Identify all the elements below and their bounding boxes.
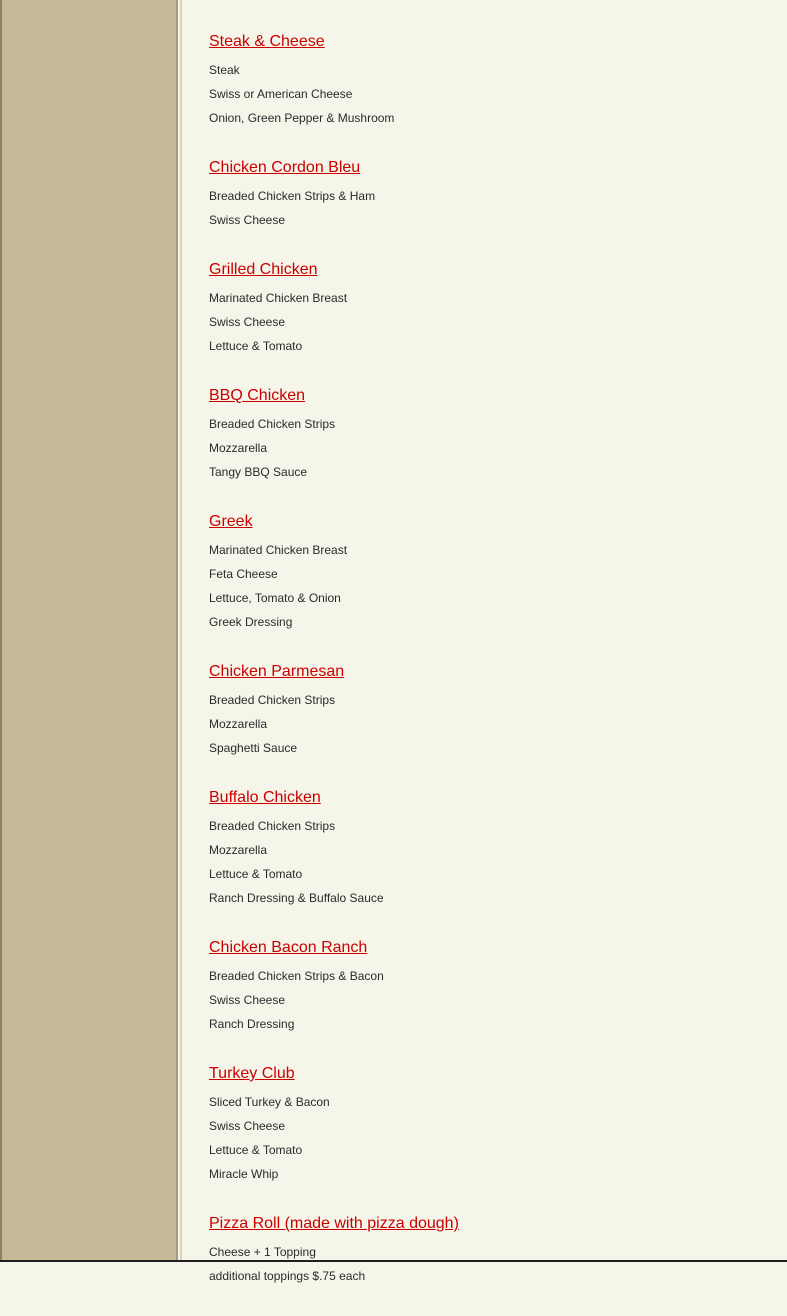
ingredient-list	[209, 184, 769, 232]
ingredient-line: Breaded Chicken Strips	[209, 819, 336, 833]
ingredient-line: additional toppings $.75 each	[209, 1269, 366, 1283]
ingredient-list	[209, 1090, 769, 1186]
ingredient-line: Swiss Cheese	[209, 1119, 286, 1133]
ingredient-line: Spaghetti Sauce	[209, 741, 298, 755]
menu-item	[209, 158, 769, 232]
menu-item	[209, 1214, 769, 1288]
menu-item-title-link[interactable]: Chicken Bacon Ranch	[209, 939, 368, 956]
bottom-border	[0, 1260, 787, 1262]
left-sidebar	[0, 0, 178, 1260]
menu-item	[209, 512, 769, 634]
menu-item-title-link[interactable]: BBQ Chicken	[209, 387, 306, 404]
ingredient-line: Sliced Turkey & Bacon	[209, 1095, 330, 1109]
sandwich-menu-list	[209, 32, 769, 1316]
ingredient-list	[209, 1240, 769, 1288]
ingredient-list	[209, 688, 769, 760]
ingredient-line: Lettuce & Tomato	[209, 339, 303, 353]
ingredient-line: Lettuce, Tomato & Onion	[209, 591, 341, 605]
ingredient-line: Breaded Chicken Strips & Ham	[209, 189, 376, 203]
ingredient-list	[209, 58, 769, 130]
menu-item	[209, 788, 769, 910]
ingredient-line: Swiss Cheese	[209, 993, 286, 1007]
ingredient-line: Mozzarella	[209, 717, 268, 731]
ingredient-line: Steak	[209, 63, 240, 77]
ingredient-line: Swiss Cheese	[209, 213, 286, 227]
ingredient-line: Lettuce & Tomato	[209, 867, 303, 881]
ingredient-line: Feta Cheese	[209, 567, 278, 581]
ingredient-line: Mozzarella	[209, 843, 268, 857]
ingredient-list	[209, 814, 769, 910]
ingredient-line: Swiss Cheese	[209, 315, 286, 329]
menu-item-title-link[interactable]: Steak & Cheese	[209, 33, 325, 50]
ingredient-line: Tangy BBQ Sauce	[209, 465, 308, 479]
ingredient-line: Marinated Chicken Breast	[209, 291, 348, 305]
ingredient-line: Miracle Whip	[209, 1167, 279, 1181]
menu-item-title-link[interactable]: Grilled Chicken	[209, 261, 318, 278]
ingredient-line: Breaded Chicken Strips	[209, 693, 336, 707]
ingredient-list	[209, 964, 769, 1036]
menu-item	[209, 662, 769, 760]
menu-item-title-link[interactable]: Chicken Parmesan	[209, 663, 345, 680]
sidebar-divider	[180, 0, 182, 1260]
menu-item-title-link[interactable]: Greek	[209, 513, 253, 530]
menu-item-title-link[interactable]: Pizza Roll (made with pizza dough)	[209, 1215, 459, 1232]
menu-item-title-link[interactable]: Turkey Club	[209, 1065, 295, 1082]
ingredient-line: Breaded Chicken Strips & Bacon	[209, 969, 384, 983]
ingredient-line: Lettuce & Tomato	[209, 1143, 303, 1157]
menu-item	[209, 260, 769, 358]
ingredient-list	[209, 538, 769, 634]
ingredient-line: Onion, Green Pepper & Mushroom	[209, 111, 395, 125]
ingredient-list	[209, 412, 769, 484]
ingredient-line: Ranch Dressing & Buffalo Sauce	[209, 891, 384, 905]
ingredient-line: Ranch Dressing	[209, 1017, 295, 1031]
ingredient-line: Mozzarella	[209, 441, 268, 455]
menu-item-title-link[interactable]: Chicken Cordon Bleu	[209, 159, 361, 176]
ingredient-line: Marinated Chicken Breast	[209, 543, 348, 557]
ingredient-line: Greek Dressing	[209, 615, 293, 629]
menu-item	[209, 32, 769, 130]
menu-item	[209, 938, 769, 1036]
ingredient-line: Breaded Chicken Strips	[209, 417, 336, 431]
ingredient-line: Cheese + 1 Topping	[209, 1245, 316, 1259]
menu-item	[209, 1064, 769, 1186]
ingredient-line: Swiss or American Cheese	[209, 87, 353, 101]
menu-item-title-link[interactable]: Buffalo Chicken	[209, 789, 321, 806]
menu-item	[209, 386, 769, 484]
ingredient-list	[209, 286, 769, 358]
